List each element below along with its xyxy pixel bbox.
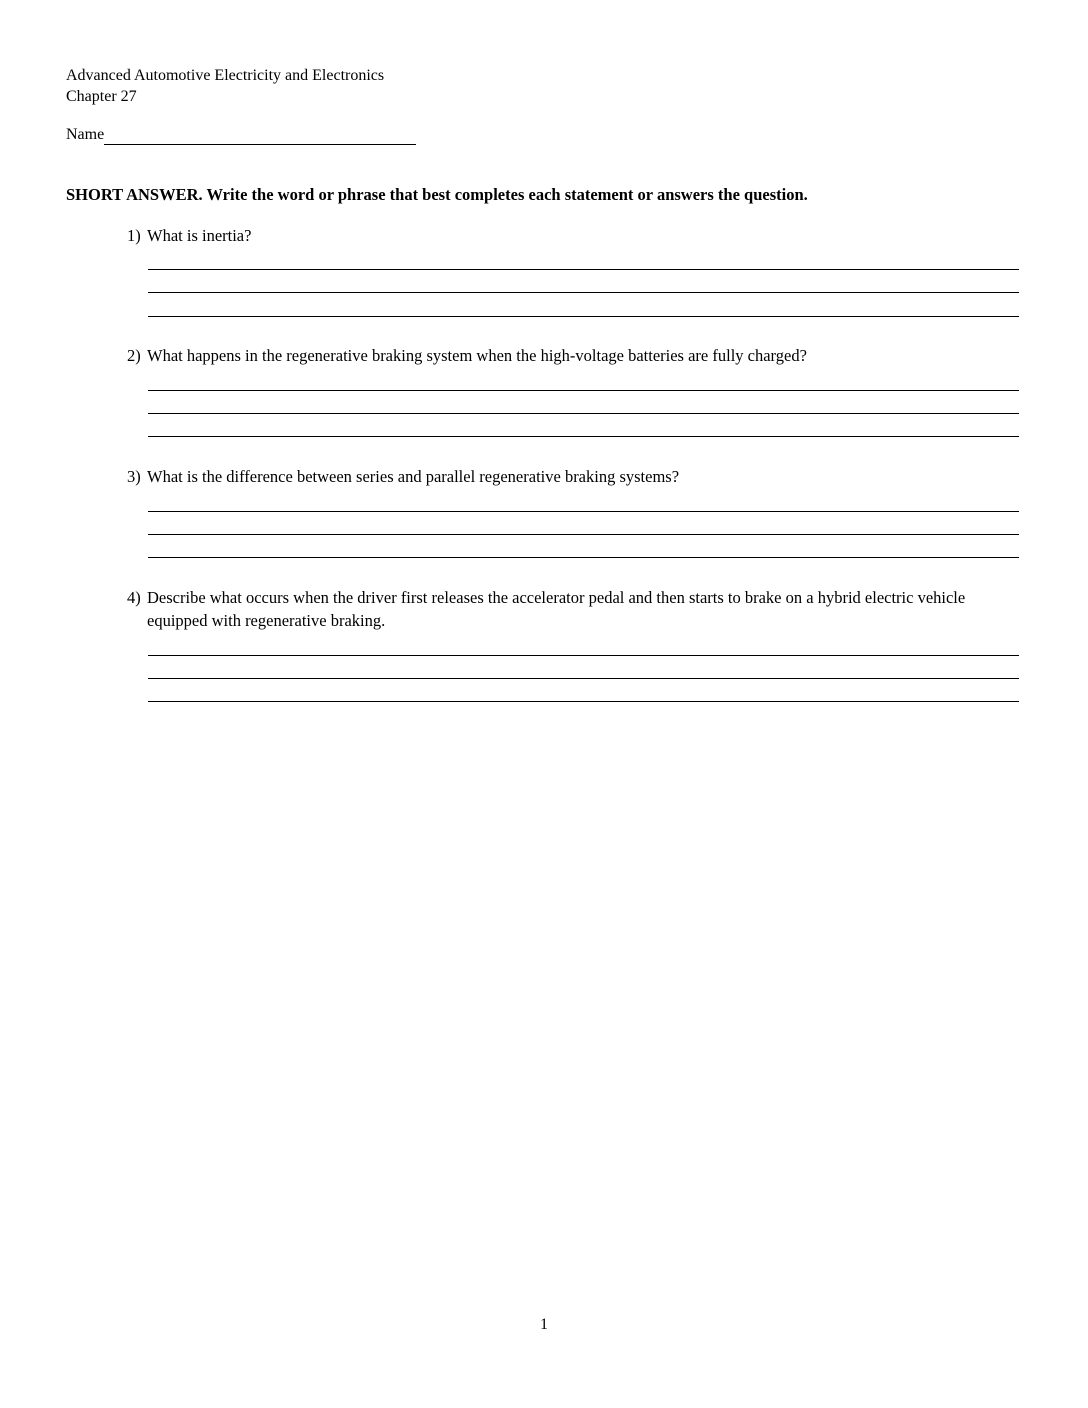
answer-line[interactable] [148, 316, 1019, 317]
chapter-label: Chapter 27 [66, 88, 137, 105]
section-instructions: SHORT ANSWER. Write the word or phrase that best completes each statement or answers the question. [66, 185, 808, 204]
answer-line[interactable] [148, 701, 1019, 702]
answer-line[interactable] [148, 269, 1019, 270]
name-blank-line[interactable] [104, 126, 416, 145]
question-number: 4) [127, 588, 141, 607]
question-1 [127, 224, 1027, 247]
answer-line[interactable] [148, 655, 1019, 656]
page-number: 1 [540, 1316, 548, 1333]
course-title: Advanced Automotive Electricity and Electronics [66, 67, 385, 84]
question-text: What happens in the regenerative braking system when the high-voltage batteries are fully charged? [147, 346, 807, 365]
answer-line[interactable] [148, 511, 1019, 512]
name-field-row [66, 125, 416, 145]
question-text: Describe what occurs when the driver first releases the accelerator pedal and then starts to brake on a hybrid electric vehicle equipped with regenerative braking. [147, 588, 966, 630]
answer-line[interactable] [148, 557, 1019, 558]
question-4 [127, 586, 1027, 632]
question-number: 1) [127, 226, 141, 245]
answer-line[interactable] [148, 534, 1019, 535]
question-3 [127, 465, 1027, 488]
answer-line[interactable] [148, 678, 1019, 679]
name-label: Name [66, 126, 105, 143]
answer-line[interactable] [148, 390, 1019, 391]
question-2 [127, 344, 1027, 367]
question-number: 3) [127, 467, 141, 486]
answer-line[interactable] [148, 413, 1019, 414]
question-text: What is the difference between series and parallel regenerative braking systems? [147, 467, 680, 486]
question-number: 2) [127, 346, 141, 365]
answer-line[interactable] [148, 292, 1019, 293]
question-text: What is inertia? [147, 226, 252, 245]
answer-line[interactable] [148, 436, 1019, 437]
